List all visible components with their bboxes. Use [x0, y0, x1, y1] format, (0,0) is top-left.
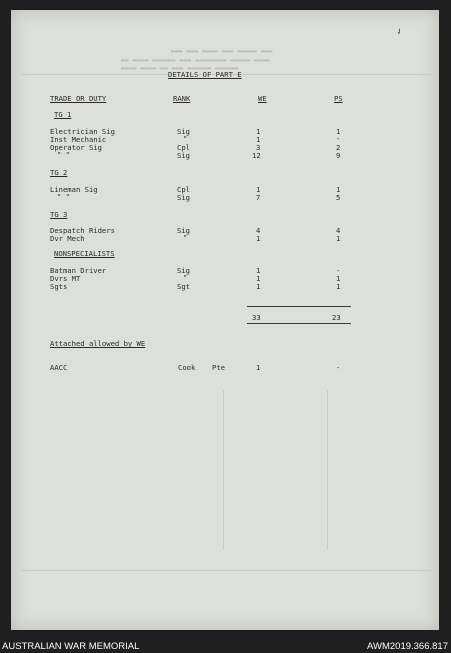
ps-cell: 4 [336, 226, 341, 235]
ps-cell: - [336, 134, 341, 143]
group-heading: TG 1 [54, 110, 72, 119]
ps-cell: 1 [336, 127, 341, 136]
ps-cell: 9 [336, 151, 341, 160]
we-cell: 1 [256, 135, 261, 144]
ps-cell: - [336, 266, 341, 275]
we-cell: 1 [256, 282, 261, 291]
header-trade: TRADE OR DUTY [50, 94, 107, 103]
trade-cell: Lineman Sig [50, 185, 98, 194]
faint-rule [223, 390, 224, 550]
rank-cell: Sig [177, 226, 190, 235]
attached-we: 1 [256, 363, 261, 372]
rank-cell: " [183, 134, 188, 143]
rank-cell: Sig [177, 127, 190, 136]
trade-cell: Despatch Riders [50, 226, 115, 235]
attached-rank: Pte [212, 363, 225, 372]
trade-cell: Dvr Mech [50, 234, 85, 243]
we-cell: 1 [256, 234, 261, 243]
we-cell: 1 [256, 266, 261, 275]
trade-cell: Batman Driver [50, 266, 107, 275]
rank-cell: Sig [177, 193, 190, 202]
footer-institution: AUSTRALIAN WAR MEMORIAL [2, 641, 140, 652]
attached-ps: - [336, 363, 341, 372]
total-rule-bottom [247, 323, 351, 324]
trade-cell: " " [57, 150, 70, 159]
header-ps: PS [334, 94, 343, 103]
footer-accession-number: AWM2019.366.817 [367, 641, 448, 652]
we-cell: 1 [256, 127, 261, 136]
trade-cell: Sgts [50, 282, 68, 291]
rank-cell: " [183, 233, 188, 242]
rank-cell: Cpl [177, 143, 190, 152]
faint-rule [327, 390, 328, 550]
we-cell: 12 [252, 151, 261, 160]
group-heading: TG 3 [50, 210, 68, 219]
ps-cell: 1 [336, 234, 341, 243]
trade-cell: Inst Mechanic [50, 135, 107, 144]
header-we: WE [258, 94, 267, 103]
we-cell: 4 [256, 226, 261, 235]
attached-trade: Cook [178, 363, 196, 372]
rank-cell: Sgt [177, 282, 190, 291]
ps-cell: 5 [336, 193, 341, 202]
total-we: 33 [252, 313, 261, 322]
total-ps: 23 [332, 313, 341, 322]
trade-cell: Dvrs MT [50, 274, 81, 283]
header-rank: RANK [173, 94, 191, 103]
ps-cell: 1 [336, 185, 341, 194]
rank-cell: Cpl [177, 185, 190, 194]
rank-cell: Sig [177, 266, 190, 275]
ps-cell: 1 [336, 282, 341, 291]
trade-cell: Operator Sig [50, 143, 102, 152]
trade-cell: Electrician Sig [50, 127, 115, 136]
faint-rule [21, 570, 431, 571]
we-cell: 1 [256, 185, 261, 194]
rank-cell: " [183, 273, 188, 282]
show-through-line: ▬▬ ▬▬▬▬ ▬▬▬▬▬▬ ▬▬▬ ▬▬▬▬▬▬▬▬ ▬▬▬▬▬ ▬▬▬▬ [121, 57, 270, 64]
we-cell: 1 [256, 274, 261, 283]
attached-heading: Attached allowed by WE [50, 339, 146, 348]
trade-cell: " " [57, 192, 70, 201]
rank-cell: Sig [177, 151, 190, 160]
we-cell: 3 [256, 143, 261, 152]
page-title: DETAILS OF PART E [168, 70, 242, 79]
show-through-line: ▬▬▬ ▬▬▬ ▬▬▬▬ ▬▬▬ ▬▬▬▬▬ ▬▬▬ [171, 48, 273, 55]
ps-cell: 1 [336, 274, 341, 283]
show-through-line: ▬▬▬▬ ▬▬▬▬ ▬▬ ▬▬▬ ▬▬▬▬▬▬ ▬▬▬▬▬▬ [121, 65, 239, 72]
document-page [11, 10, 439, 630]
group-heading: TG 2 [50, 168, 68, 177]
pencil-mark: ✓ [394, 26, 405, 38]
we-cell: 7 [256, 193, 261, 202]
ps-cell: 2 [336, 143, 341, 152]
attached-unit: AACC [50, 363, 68, 372]
total-rule-top [247, 306, 351, 307]
group-heading: NONSPECIALISTS [54, 249, 115, 258]
